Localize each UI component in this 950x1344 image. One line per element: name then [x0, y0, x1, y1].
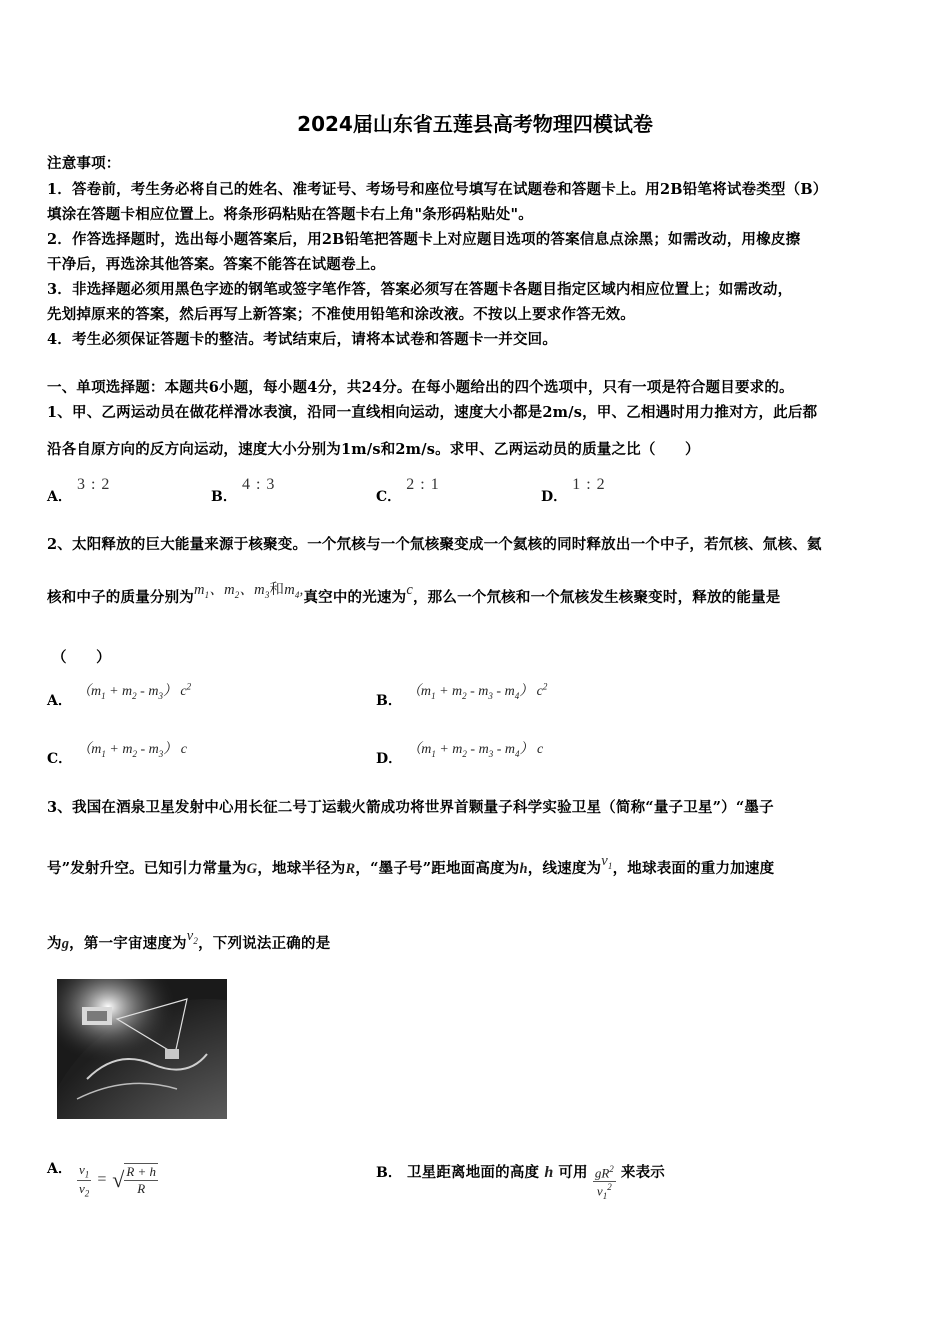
q2-option-b-label: B． [376, 693, 402, 709]
q3-option-b-frac: $\frac{gR^2}{v_1^2}$ [594, 1164, 614, 1202]
q2-option-a[interactable] [47, 680, 192, 709]
q2-stem-line-1: 2、太阳释放的巨大能量来源于核聚变。一个氘核与一个氚核聚变成一个氦核的同时释放出一个中子，若氘核、氚核、氦 [47, 536, 822, 553]
notice-line-2: 填涂在答题卡相应位置上。将条形码粘贴在答题卡右上角"条形码粘贴处"。 [47, 206, 533, 223]
q1-option-d[interactable] [541, 474, 606, 505]
q3-stem-line-3: 为g，第一宇宙速度为$v_2$，下列说法正确的是 [47, 928, 331, 952]
section-heading: 一、单项选择题：本题共6小题，每小题4分，共24分。在每小题给出的四个选项中，只有一项是符合题目要求的。 [47, 379, 794, 396]
q3-stem-line-2: 号”发射升空。已知引力常量为G，地球半径为R，“墨子号”距地面高度为h，线速度为$v_1$，地球表面的重力加速度 [47, 853, 775, 877]
q1-option-c-value: 2 : 1 [406, 476, 440, 493]
q3-option-a-frac-right: $\frac{R + h}{R}$ [126, 1164, 157, 1197]
notice-line-5: 3．非选择题必须用黑色字迹的钢笔或签字笔作答，答案必须写在答题卡各题目指定区域内相应位置上；如需改动， [47, 281, 793, 298]
q3-l3-a: 为 [47, 935, 62, 952]
notice-line-6: 先划掉原来的答案，然后再写上新答案；不准使用铅笔和涂改液。不按以上要求作答无效。 [47, 306, 635, 323]
satellite-photo [57, 979, 227, 1119]
q1-option-a-value: 3 : 2 [76, 476, 111, 493]
q3-stem-line-1: 3、我国在酒泉卫星发射中心用长征二号丁运载火箭成功将世界首颗量子科学实验卫星（简称“量子卫星”）“墨子 [47, 799, 774, 816]
q1-stem-line-2: 沿各自原方向的反方向运动，速度大小分别为1m/s和2m/s。求甲、乙两运动员的质量之比（ ） [47, 441, 700, 458]
q2-stem-line-2: 核和中子的质量分别为$m_1$、$m_2$、$m_3$和$m_4$,真空中的光速为c，那么一个氘核和一个氚核发生核聚变时，释放的能量是 [47, 582, 781, 606]
q2-stem-line-2-mid: 真空中的光速为 [303, 589, 407, 606]
q3-l2-d: ，线速度为 [527, 860, 602, 877]
q1-option-d-label: D． [541, 489, 568, 505]
q3-l3-c: ，下列说法正确的是 [198, 935, 331, 952]
q2-option-d-label: D． [376, 751, 403, 767]
notice-line-7: 4．考生必须保证答题卡的整洁。考试结束后，请将本试卷和答题卡一并交回。 [47, 331, 558, 348]
q1-option-b-label: B． [211, 489, 237, 505]
q2-option-a-label: A． [47, 693, 72, 709]
q3-l2-b: ，地球半径为 [257, 860, 346, 877]
q2-and-word: 和 [269, 582, 285, 598]
q2-stem-line-2-pre: 核和中子的质量分别为 [47, 589, 194, 606]
q3-option-b-text-mid: 可用 [558, 1164, 588, 1182]
q3-option-b-label: B． [376, 1165, 402, 1182]
q2-option-a-formula: $(m_1 + m_2 - m_3)$ $c^2$ [76, 681, 192, 701]
q3-option-a-frac-left: $\frac{v_1}{v_2}$ [78, 1162, 90, 1199]
q3-l2-c: ，“墨子号”距地面高度为 [355, 860, 520, 877]
q1-stem-line-1: 1、甲、乙两运动员在做花样滑冰表演，沿同一直线相向运动，速度大小都是2m/s，甲、乙相遇时用力推对方，此后都 [47, 404, 818, 421]
q2-stem-line-2-post: ，那么一个氘核和一个氚核发生核聚变时，释放的能量是 [412, 589, 781, 606]
notice-heading: 注意事项： [47, 155, 121, 172]
q2-answer-paren: （ ） [52, 649, 111, 666]
page-title: 2024届山东省五莲县高考物理四模试卷 [297, 112, 653, 136]
satellite-photo-graphic [57, 979, 227, 1119]
q3-option-b-text-post: 来表示 [620, 1164, 665, 1182]
q1-option-b-value: 4 : 3 [241, 476, 276, 493]
notice-line-4: 干净后，再选涂其他答案。答案不能答在试题卷上。 [47, 256, 386, 273]
q1-option-b[interactable] [211, 474, 276, 505]
q1-option-d-value: 1 : 2 [572, 476, 606, 493]
q3-option-b-text-pre: 卫星距离地面的高度 [406, 1164, 540, 1182]
q3-option-a-label: A． [47, 1160, 72, 1177]
q2-option-d-formula: $(m_1 + m_2 - m_3 - m_4)$ c [407, 742, 544, 759]
notice-line-1: 1．答卷前，考生务必将自己的姓名、准考证号、考场号和座位号填写在试题卷和答题卡上。用2B铅笔将试卷类型（B） [47, 181, 828, 198]
q1-option-c-label: C． [376, 489, 402, 505]
q1-option-a[interactable] [47, 474, 111, 505]
q2-option-b[interactable] [376, 680, 548, 709]
q3-l3-b: ，第一宇宙速度为 [69, 935, 187, 952]
q3-option-a[interactable]: A． $\frac{v_1}{v_2}$ = √ $\frac{R + h}{R}$ [47, 1160, 157, 1199]
q1-option-a-label: A． [47, 489, 72, 505]
q3-l2-a: 号”发射升空。已知引力常量为 [47, 860, 247, 877]
q2-option-c-label: C． [47, 751, 73, 767]
q3-l2-e: ，地球表面的重力加速度 [612, 860, 775, 877]
q1-option-c[interactable] [376, 474, 440, 505]
q2-option-d[interactable] [376, 738, 544, 767]
q3-option-b[interactable]: B． 卫星距离地面的高度 h 可用 $\frac{gR^2}{v_1^2}$ 来表示 [376, 1164, 665, 1202]
notice-line-3: 2．作答选择题时，选出每小题答案后，用2B铅笔把答题卡上对应题目选项的答案信息点涂黑；如需改动，用橡皮擦 [47, 231, 801, 248]
q2-option-c[interactable] [47, 738, 187, 767]
q2-option-b-formula: $(m_1 + m_2 - m_3 - m_4)$ $c^2$ [406, 681, 548, 701]
q2-option-c-formula: $(m_1 + m_2 - m_3)$ c [77, 742, 187, 759]
